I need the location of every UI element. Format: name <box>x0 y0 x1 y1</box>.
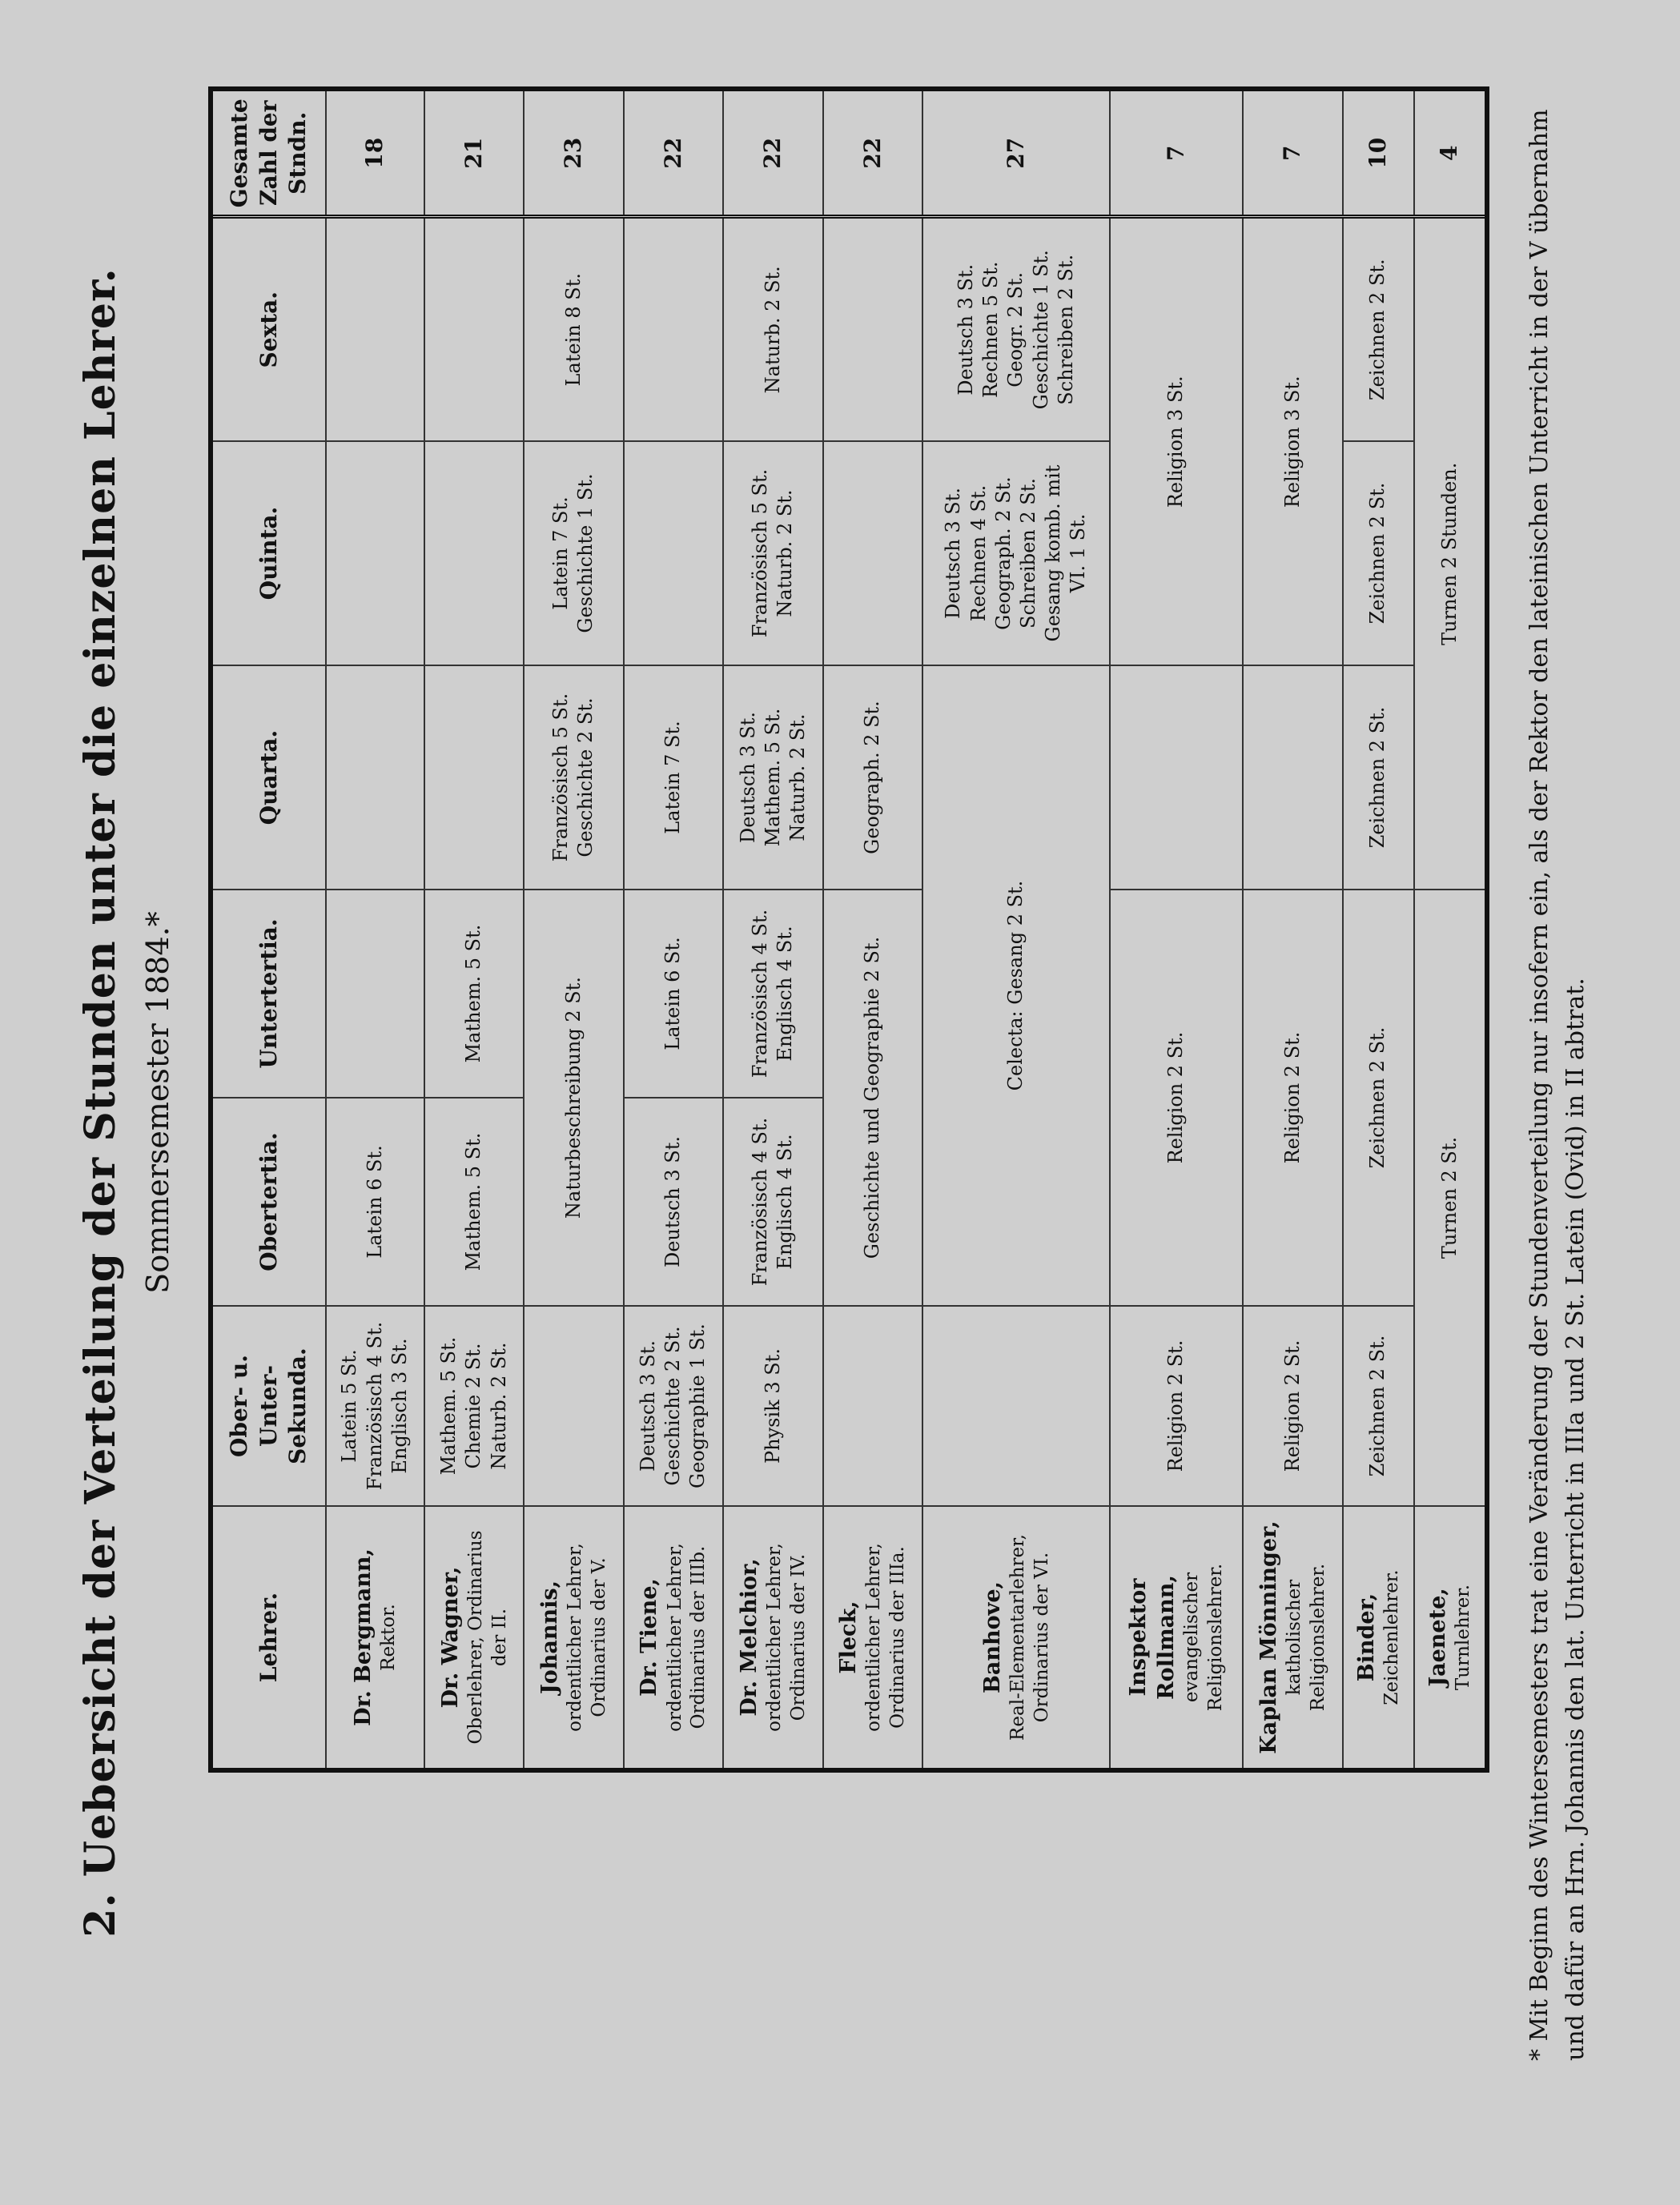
lesson: Latein 7 St. <box>549 496 573 610</box>
teacher-cell <box>723 1506 822 1770</box>
lesson: Französisch 4 St. <box>749 909 772 1078</box>
lesson: Turnen 2 Stunden. <box>1437 462 1461 645</box>
sekunda-cell <box>922 1306 1110 1506</box>
sexta-cell <box>524 217 623 441</box>
quarta-cell <box>524 665 623 890</box>
quarta-cell <box>1110 665 1243 890</box>
teacher-cell <box>1243 1506 1342 1770</box>
quinta-cell <box>524 441 623 665</box>
lesson: Deutsch 3 St. <box>942 488 965 620</box>
teacher-role: Rektor. <box>377 1604 399 1671</box>
table-row <box>1414 89 1487 1770</box>
teacher-cell <box>1414 1506 1487 1770</box>
table-row <box>723 89 822 1770</box>
sexta-cell <box>723 217 822 441</box>
teacher-role: ordentlicher Lehrer, Ordinarius der IV. <box>764 1543 809 1732</box>
page-subtitle: Sommersemester 1884.* <box>140 911 175 1294</box>
lesson: Religion 2 St. <box>1280 1339 1304 1472</box>
teacher-cell <box>424 1506 524 1770</box>
teacher-role: katholischer Religionslehrer. <box>1284 1563 1328 1712</box>
lesson: Geograph. 2 St. <box>991 476 1015 630</box>
teacher-cell <box>1110 1506 1243 1770</box>
lesson: Französisch 4 St. <box>749 1117 772 1287</box>
lesson: Naturb. 2 St. <box>774 489 797 617</box>
lesson: Deutsch 3 St. <box>736 712 759 844</box>
lesson: Französisch 5 St. <box>749 468 772 638</box>
teacher-name: Dr. Tiene, <box>637 1578 662 1697</box>
distribution-table <box>208 86 1489 1773</box>
teacher-cell <box>922 1506 1110 1770</box>
lesson: Latein 6 St. <box>661 937 685 1050</box>
lesson: Mathem. 5 St. <box>437 1336 460 1476</box>
quinta-cell <box>326 441 424 665</box>
quinta-cell <box>823 441 922 665</box>
lesson: Zeichnen 2 St. <box>1366 482 1389 625</box>
sekunda-cell <box>723 1306 822 1506</box>
tertia-cell <box>1110 890 1243 1306</box>
tertia-cell <box>524 890 623 1306</box>
teacher-name: Jaenete, <box>1425 1588 1450 1687</box>
tertia-cell <box>823 890 922 1306</box>
sekunda-cell <box>424 1306 524 1506</box>
lesson: Latein 8 St. <box>561 273 585 387</box>
lesson: Deutsch 3 St. <box>637 1340 660 1472</box>
lesson: Religion 2 St. <box>1280 1031 1304 1164</box>
teacher-name: Kaplan Mönninger, <box>1256 1520 1281 1754</box>
lesson: Gesang komb. mit VI. 1 St. <box>1042 464 1090 642</box>
col-header-total: Gesamte Zahl der Stndn. <box>211 89 326 217</box>
total-cell: 18 <box>326 89 424 217</box>
lesson: Religion 2 St. <box>1164 1031 1188 1164</box>
lesson: Englisch 3 St. <box>388 1338 411 1474</box>
sexta-cell <box>326 217 424 441</box>
sekunda-cell <box>1110 1306 1243 1506</box>
teacher-name: Dr. Wagner, <box>437 1566 463 1709</box>
sekunda-cell <box>524 1306 623 1506</box>
table-row <box>624 89 723 1770</box>
obertertia-cell <box>624 1098 723 1306</box>
lesson: Geograph. 2 St. <box>861 701 884 854</box>
lesson: Zeichnen 2 St. <box>1366 1335 1389 1477</box>
lesson: Schreiben 2 St. <box>1054 254 1077 405</box>
untertertia-cell <box>326 890 424 1098</box>
teacher-cell <box>624 1506 723 1770</box>
lesson: Geschichte 2 St. <box>574 697 597 858</box>
tertia-cell <box>1243 890 1342 1306</box>
lesson: Zeichnen 2 St. <box>1366 706 1389 849</box>
lesson: Französisch 4 St. <box>363 1321 386 1491</box>
lesson: Geschichte 1 St. <box>1029 250 1052 410</box>
teacher-role: ordentlicher Lehrer, Ordinarius der IIIa. <box>863 1543 909 1732</box>
lesson: Religion 3 St. <box>1280 376 1304 508</box>
quarta-cell <box>624 665 723 890</box>
col-header-sexta: Sexta. <box>211 217 326 441</box>
teacher-role: ordentlicher Lehrer, Ordinarius der IIIb. <box>664 1543 709 1732</box>
quarta-cell <box>723 665 822 890</box>
lesson: Englisch 4 St. <box>774 926 797 1062</box>
lesson: Naturb. 2 St. <box>487 1342 510 1470</box>
table-row <box>1110 89 1243 1770</box>
teacher-name: Banhove, <box>979 1581 1005 1693</box>
quinta-sexta-cell <box>1243 217 1342 665</box>
tertia-cell <box>1343 890 1414 1306</box>
sexta-cell <box>922 217 1110 441</box>
teacher-role: evangelischer Religionslehrer. <box>1181 1563 1227 1712</box>
teacher-name: Dr. Melchior, <box>736 1558 762 1717</box>
teacher-name: Johannis, <box>537 1580 562 1695</box>
sekunda-cell <box>326 1306 424 1506</box>
quinta-cell <box>723 441 822 665</box>
lesson: Geschichte und Geographie 2 St. <box>861 936 884 1259</box>
quarta-cell <box>424 665 524 890</box>
lesson: Deutsch 3 St. <box>955 263 978 396</box>
header-row <box>211 89 326 1770</box>
upper-turnen-cell <box>1414 890 1487 1506</box>
table-row <box>922 89 1110 1770</box>
teacher-cell <box>823 1506 922 1770</box>
sexta-cell <box>624 217 723 441</box>
lesson: Französisch 5 St. <box>549 693 573 862</box>
lesson: Deutsch 3 St. <box>661 1136 685 1268</box>
lesson: Rechnen 5 St. <box>979 261 1003 399</box>
teacher-cell <box>524 1506 623 1770</box>
lesson: Geographie 1 St. <box>686 1323 709 1488</box>
col-header-sekunda: Ober- u. Unter-Sekunda. <box>211 1306 326 1506</box>
teacher-name: Binder, <box>1353 1592 1379 1682</box>
teacher-cell <box>326 1506 424 1770</box>
total-cell: 10 <box>1343 89 1414 217</box>
lesson: Rechnen 4 St. <box>967 484 990 622</box>
total-cell: 22 <box>723 89 822 217</box>
lesson: Geschichte 2 St. <box>661 1326 685 1486</box>
quinta-cell <box>424 441 524 665</box>
total-cell: 22 <box>823 89 922 217</box>
table-row <box>524 89 623 1770</box>
lesson: Naturbeschreibung 2 St. <box>561 977 585 1219</box>
lower-turnen-cell <box>1414 217 1487 890</box>
lesson: Celecta: Gesang 2 St. <box>1004 880 1027 1091</box>
lesson: Latein 6 St. <box>363 1145 386 1259</box>
sekunda-cell <box>823 1306 922 1506</box>
sexta-cell <box>1343 217 1414 441</box>
lesson: Turnen 2 St. <box>1437 1136 1461 1259</box>
lesson: Religion 3 St. <box>1164 376 1188 508</box>
sexta-cell <box>424 217 524 441</box>
lesson: Mathem. 5 St. <box>462 1132 485 1271</box>
total-cell: 27 <box>922 89 1110 217</box>
page-title: 2. Uebersicht der Verteilung der Stunden unter die einzelnen Lehrer. <box>76 267 125 1938</box>
quarta-cell <box>823 665 922 890</box>
table-row <box>1243 89 1342 1770</box>
footnote: * Mit Beginn des Wintersemesters trat eine Veränderung der Stundenverteilung nur insofern ein, als der Rektor den lateinischen Unterricht in der V übernahm und dafür an Hrn. Johannis den lat. Unterricht in IIIa und 2 St. Latein (Ovid) in II abtrat. <box>1525 109 1590 2061</box>
quinta-sexta-cell <box>1110 217 1243 665</box>
total-cell: 23 <box>524 89 623 217</box>
quarta-cell <box>1343 665 1414 890</box>
quinta-cell <box>624 441 723 665</box>
lesson: Naturb. 2 St. <box>761 266 784 394</box>
obertertia-cell <box>424 1098 524 1306</box>
untertertia-cell <box>424 890 524 1098</box>
lesson: Religion 2 St. <box>1164 1339 1188 1472</box>
col-header-obertertia: Obertertia. <box>211 1098 326 1306</box>
lesson: Naturb. 2 St. <box>786 713 809 841</box>
teacher-role: Turnlehrer. <box>1452 1584 1473 1691</box>
obertertia-cell <box>723 1098 822 1306</box>
sekunda-cell <box>1343 1306 1414 1506</box>
quinta-cell <box>922 441 1110 665</box>
teacher-role: Zeichenlehrer. <box>1381 1569 1402 1705</box>
lesson: Zeichnen 2 St. <box>1366 1026 1389 1169</box>
teacher-name: Dr. Bergmann, <box>350 1548 376 1726</box>
lesson: Latein 7 St. <box>661 721 685 834</box>
col-header-quinta: Quinta. <box>211 441 326 665</box>
quarta-cell <box>1243 665 1342 890</box>
celecta-cell <box>922 665 1110 1306</box>
lesson: Geogr. 2 St. <box>1004 271 1027 388</box>
teacher-cell <box>1343 1506 1414 1770</box>
untertertia-cell <box>723 890 822 1098</box>
teacher-role: Oberlehrer, Ordinarius der II. <box>464 1530 510 1745</box>
total-cell: 7 <box>1110 89 1243 217</box>
teacher-role: ordentlicher Lehrer, Ordinarius der V. <box>565 1543 609 1732</box>
table-row <box>1343 89 1414 1770</box>
untertertia-cell <box>624 890 723 1098</box>
lesson: Mathem. 5 St. <box>462 924 485 1063</box>
table-row <box>424 89 524 1770</box>
total-cell: 22 <box>624 89 723 217</box>
sekunda-cell <box>624 1306 723 1506</box>
col-header-untertertia: Untertertia. <box>211 890 326 1098</box>
lesson: Chemie 2 St. <box>462 1343 485 1469</box>
obertertia-cell <box>326 1098 424 1306</box>
total-cell: 21 <box>424 89 524 217</box>
quinta-cell <box>1343 441 1414 665</box>
sexta-cell <box>823 217 922 441</box>
lesson: Englisch 4 St. <box>774 1134 797 1270</box>
sekunda-cell <box>1243 1306 1342 1506</box>
total-cell: 7 <box>1243 89 1342 217</box>
table-row <box>823 89 922 1770</box>
lesson: Physik 3 St. <box>761 1348 784 1464</box>
teacher-name: Inspektor Rollmann, <box>1126 1575 1180 1700</box>
quarta-cell <box>326 665 424 890</box>
teacher-role: Real-Elementarlehrer, Ordinarius der VI. <box>1007 1534 1052 1741</box>
col-header-quarta: Quarta. <box>211 665 326 890</box>
table-row <box>326 89 424 1770</box>
lesson: Latein 5 St. <box>338 1349 361 1463</box>
total-cell: 4 <box>1414 89 1487 217</box>
lesson: Geschichte 1 St. <box>574 473 597 633</box>
lesson: Mathem. 5 St. <box>761 708 784 847</box>
teacher-name: Fleck, <box>836 1601 862 1674</box>
lesson: Schreiben 2 St. <box>1017 478 1040 629</box>
lesson: Zeichnen 2 St. <box>1366 259 1389 401</box>
col-header-lehrer: Lehrer. <box>211 1506 326 1770</box>
